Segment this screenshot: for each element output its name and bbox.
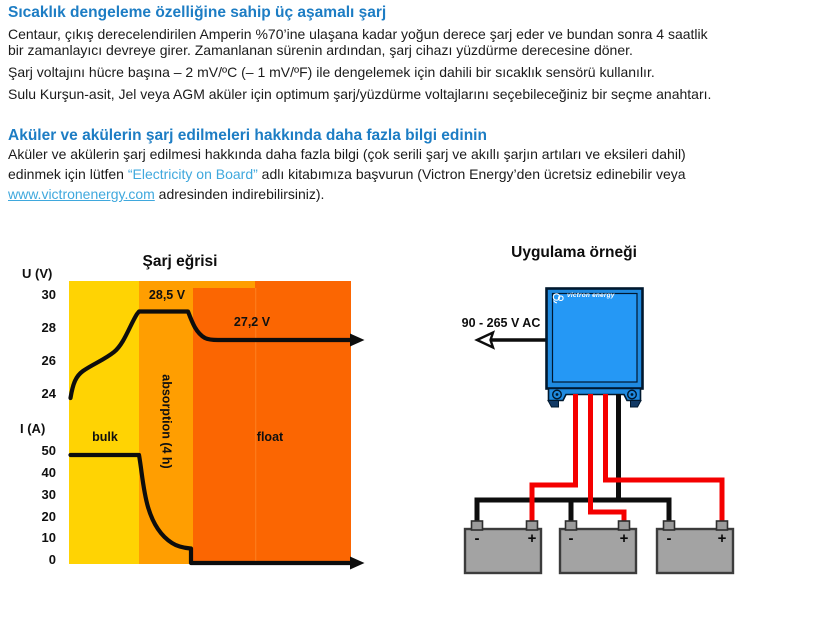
charger-screw-left-core: [556, 393, 559, 396]
ac-input-arrowhead: [477, 333, 493, 348]
voltage-tick: 30: [41, 287, 56, 302]
body-line: Centaur, çıkış derecelendirilen Amperin %70’ine ulaşana kadar yoğun derece şarj eder ve bundan sonra 4 saatlik: [8, 26, 708, 42]
current-tick: 30: [41, 487, 56, 502]
battery-2-pos-terminal: [619, 521, 630, 530]
diagram-title: Uygulama örneği: [511, 244, 637, 261]
current-axis-label: I (A): [20, 421, 46, 436]
chart-float-top-strip-light: [193, 281, 255, 288]
charger-panel: [553, 294, 638, 383]
voltage-tick: 24: [41, 386, 56, 401]
chart-title: Şarj eğrisi: [142, 253, 218, 270]
battery-2-neg-terminal: [566, 521, 577, 530]
body-line: [8, 166, 686, 182]
battery-3-pos-terminal: [717, 521, 728, 530]
body-line: bir zamanlayıcı devreye girer. Zamanlanan sürenin ardından, şarj cihazı yüzdürme derecesine döner.: [8, 42, 633, 58]
absorption-voltage-annotation: 28,5 V: [148, 288, 186, 302]
current-tick: 20: [41, 509, 56, 524]
body-line: Sulu Kurşun-asit, Jel veya AGM aküler için optimum şarj/yüzdürme voltajlarını seçebileceğiniz bir seçme anahtarı.: [8, 86, 712, 102]
phase-label-absorption: absorption (4 h): [159, 374, 174, 469]
current-tick: 0: [48, 552, 56, 567]
current-arrowhead: [350, 557, 365, 570]
voltage-tick: 26: [41, 353, 56, 368]
battery-3-plus-sign: +: [717, 530, 727, 547]
victron-brand-text: victron energy: [567, 292, 615, 299]
phase-label-float: float: [256, 430, 284, 444]
battery-1-pos-terminal: [527, 521, 538, 530]
battery-1-minus-sign: -: [474, 530, 480, 547]
voltage-arrowhead: [350, 334, 365, 347]
battery-2-minus-sign: -: [568, 530, 574, 547]
body-text: adresinden indirebilirsiniz).: [154, 186, 325, 202]
voltage-axis-label: U (V): [22, 266, 53, 281]
charger-foot-right: [631, 401, 642, 408]
heading-more-info: Aküler ve akülerin şarj edilmeleri hakkında daha fazla bilgi edinin: [8, 127, 487, 144]
battery-2-plus-sign: +: [619, 530, 629, 547]
body-line: Aküler ve akülerin şarj edilmesi hakkında daha fazla bilgi (çok serili şarj ve akıllı şarjın artıları ve eksileri dahil): [8, 146, 686, 162]
battery-1-neg-terminal: [472, 521, 483, 530]
victronenergy-website-link[interactable]: www.victronenergy.com: [8, 186, 155, 202]
battery-3-minus-sign: -: [666, 530, 672, 547]
current-tick: 10: [41, 530, 56, 545]
battery-3-neg-terminal: [664, 521, 675, 530]
book-title-electricity-on-board: “Electricity on Board”: [127, 166, 258, 182]
heading-three-stage-charging: Sıcaklık dengeleme özelliğine sahip üç aşamalı şarj: [8, 4, 387, 21]
ac-input-label: 90 - 265 V AC: [461, 316, 541, 330]
wire-red-battery3: [606, 394, 723, 523]
chart-float-top-strip-dark: [255, 281, 351, 288]
body-line: [8, 186, 324, 202]
body-text: edinmek için lütfen: [8, 166, 128, 182]
chart-float-region: [193, 288, 351, 564]
body-text: adlı kitabımıza başvurun (Victron Energy’den ücretsiz edinebilir veya: [257, 166, 686, 182]
battery-1-plus-sign: +: [527, 530, 537, 547]
chart-float-divider: [255, 288, 256, 564]
charger-foot-left: [548, 401, 559, 408]
phase-label-bulk: bulk: [92, 430, 118, 444]
chart-bulk-region: [69, 281, 139, 564]
current-tick: 40: [41, 465, 56, 480]
float-voltage-annotation: 27,2 V: [233, 315, 271, 329]
voltage-tick: 28: [41, 320, 56, 335]
current-tick: 50: [41, 443, 56, 458]
body-line: Şarj voltajını hücre başına – 2 mV/ºC (– 1 mV/ºF) ile dengelemek için dahili bir sıcaklık sensörü kullanılır.: [8, 64, 655, 80]
charger-mount-bar: [549, 389, 641, 401]
charger-screw-right-core: [631, 393, 634, 396]
